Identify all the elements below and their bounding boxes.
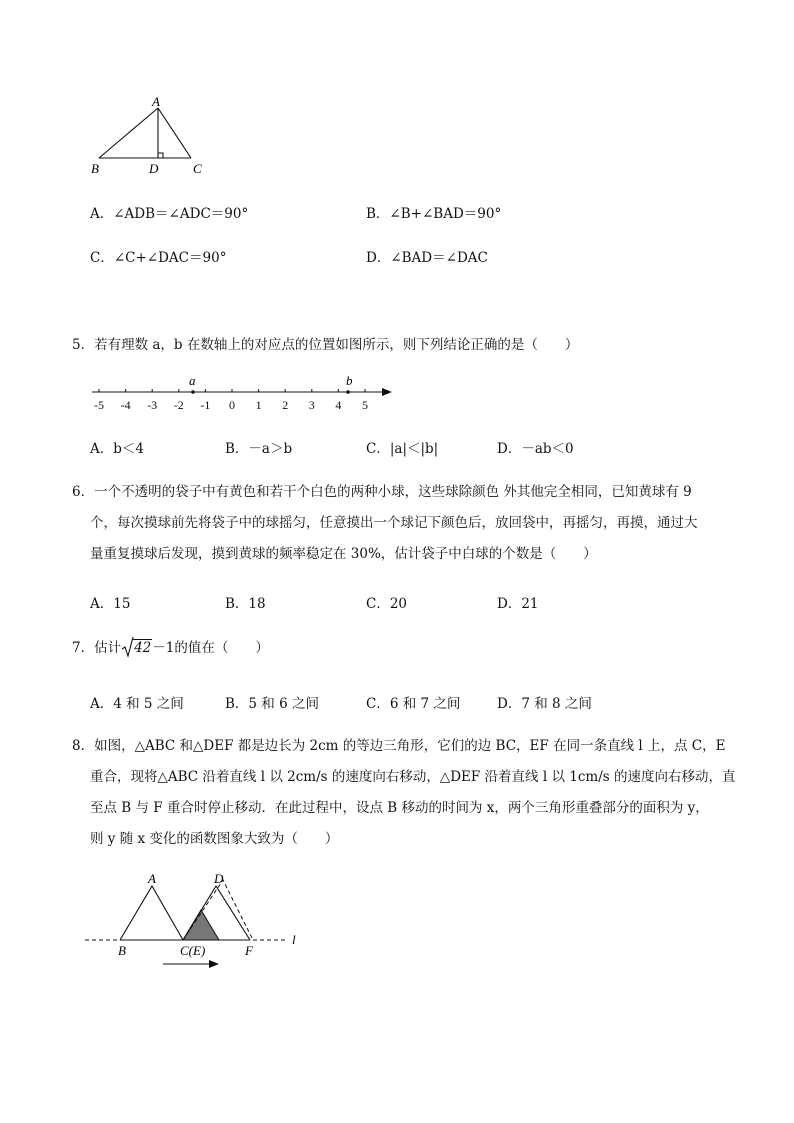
q5-option-c[interactable] <box>366 437 438 457</box>
q6-stem-line-1 <box>72 482 692 502</box>
q4-option-a[interactable] <box>90 202 248 222</box>
q8-overlap-region <box>183 910 219 940</box>
option-letter: C． <box>366 696 390 712</box>
option-letter: B． <box>225 696 249 712</box>
q7-prefix: 估计 <box>94 640 122 656</box>
option-letter: A． <box>90 696 114 712</box>
option-text: 6 和 7 之间 <box>389 696 461 712</box>
option-letter: D． <box>497 696 522 712</box>
q5-point-b <box>346 390 350 394</box>
option-letter: B． <box>366 206 390 222</box>
q4-label-A: A <box>152 94 160 109</box>
number-line-tick-label: -3 <box>147 398 158 412</box>
sqrt-expression <box>122 638 152 658</box>
option-text: ∠B+∠BAD＝90° <box>389 206 502 222</box>
q8-label-A: A <box>148 871 156 886</box>
option-letter: C． <box>90 250 114 266</box>
number-line-tick-label: 1 <box>255 398 262 412</box>
q6-text-1: 一个不透明的袋子中有黄色和若干个白色的两种小球，这些球除颜色 外其他完全相同，已知黄球有 9 <box>94 484 692 500</box>
number-line-tick-label: -2 <box>173 398 184 412</box>
q5-number-line <box>86 372 406 414</box>
q7-suffix: 的值在（ ） <box>174 640 269 656</box>
q8-stem-line-3: 至点 B 与 F 重合时停止移动．在此过程中，设点 B 移动的时间为 x，两个三角形重叠部分的面积为 y， <box>90 800 709 816</box>
q6-option-d[interactable] <box>497 592 539 612</box>
number-line-tick-label: 2 <box>282 398 289 412</box>
q7-minus: －1 <box>152 640 175 656</box>
option-letter: B． <box>225 441 249 457</box>
number-line-tick-label: 0 <box>229 398 235 412</box>
q8-stem-line-4: 则 y 随 x 变化的函数图象大致为（ ） <box>90 831 339 847</box>
q6-number: 6． <box>72 484 95 500</box>
q8-text-1: 如图，△ABC 和△DEF 都是边长为 2cm 的等边三角形，它们的边 BC，EF 在同一条直线 l 上，点 C，E <box>94 738 726 754</box>
option-text: 15 <box>113 596 131 612</box>
q6-stem-line-3: 量重复摸球后发现，摸到黄球的频率稳定在 30%，估计袋子中白球的个数是（ ） <box>90 546 597 562</box>
q4-label-D: D <box>149 161 159 176</box>
option-text: 7 和 8 之间 <box>521 696 592 712</box>
sqrt-sign-icon <box>122 636 134 658</box>
option-text: 5 和 6 之间 <box>248 696 319 712</box>
option-letter: A． <box>90 206 114 222</box>
q5-number: 5． <box>72 337 95 353</box>
q4-option-b[interactable] <box>366 202 501 222</box>
q5-label-b: b <box>346 373 353 388</box>
option-letter: B． <box>225 596 249 612</box>
q8-label-CE: C(E) <box>180 943 206 958</box>
option-text: －a＞b <box>248 441 293 457</box>
q5-point-a <box>191 390 195 394</box>
q5-option-a[interactable] <box>90 437 144 457</box>
q4-triangle-figure <box>85 92 215 180</box>
option-text: 20 <box>389 596 408 612</box>
q6-option-b[interactable] <box>225 592 266 612</box>
option-text: b＜4 <box>113 441 144 457</box>
q8-label-F: F <box>245 943 253 958</box>
q4-option-c[interactable] <box>90 246 226 266</box>
option-letter: D． <box>497 441 522 457</box>
q4-label-C: C <box>193 161 202 176</box>
option-text: 4 和 5 之间 <box>113 696 184 712</box>
option-text: －ab＜0 <box>521 441 574 457</box>
q4-option-d[interactable] <box>366 246 488 266</box>
option-text: 18 <box>248 596 266 612</box>
option-text: ∠ADB＝∠ADC＝90° <box>113 206 249 222</box>
q5-option-b[interactable] <box>225 437 292 457</box>
q8-label-B: B <box>118 943 126 958</box>
option-text: 21 <box>521 596 539 612</box>
option-letter: A． <box>90 596 114 612</box>
option-text: ∠C+∠DAC＝90° <box>113 250 227 266</box>
number-line-tick-label: -4 <box>120 398 131 412</box>
option-letter: C． <box>366 441 390 457</box>
q7-number: 7． <box>72 640 95 656</box>
option-letter: A． <box>90 441 114 457</box>
q6-option-a[interactable] <box>90 592 130 612</box>
option-letter: D． <box>497 596 522 612</box>
q7-option-a[interactable] <box>90 692 184 712</box>
number-line-tick-label: 3 <box>308 398 315 412</box>
q8-triangle-abc <box>120 886 183 940</box>
q6-stem-line-2: 个，每次摸球前先将袋子中的球摇匀，任意摸出一个球记下颜色后，放回袋中，再摇匀，再摸，通过大 <box>90 515 698 531</box>
q7-option-d[interactable] <box>497 692 592 712</box>
number-line-tick-label: -5 <box>94 398 104 412</box>
q7-stem <box>72 638 269 658</box>
number-line-tick-label: -1 <box>200 398 211 412</box>
q8-stem-line-1 <box>72 736 725 756</box>
q7-radicand: 42 <box>134 640 152 656</box>
q8-number: 8． <box>72 738 95 754</box>
q8-label-l: l <box>292 932 296 947</box>
number-line-tick-label: 4 <box>335 398 342 412</box>
arrow-right-icon <box>209 960 219 968</box>
option-text: |a|＜|b| <box>389 441 439 457</box>
q8-stem-line-2: 重合，现将△ABC 沿着直线 l 以 2cm/s 的速度向右移动，△DEF 沿着直线 l 以 1cm/s 的速度向右移动，直 <box>90 769 736 785</box>
q8-triangles-figure <box>85 868 310 983</box>
q5-stem <box>72 335 578 355</box>
q6-option-c[interactable] <box>366 592 407 612</box>
q7-option-c[interactable] <box>366 692 460 712</box>
q7-option-b[interactable] <box>225 692 319 712</box>
option-letter: C． <box>366 596 390 612</box>
q5-stem-text: 若有理数 a，b 在数轴上的对应点的位置如图所示，则下列结论正确的是（ ） <box>94 337 579 353</box>
option-text: ∠BAD＝∠DAC <box>390 250 488 266</box>
q8-label-D: D <box>214 871 224 886</box>
number-line-tick-label: 5 <box>362 398 368 412</box>
option-letter: D． <box>366 250 391 266</box>
q5-option-d[interactable] <box>497 437 574 457</box>
q5-label-a: a <box>189 373 196 388</box>
q4-label-B: B <box>91 161 99 176</box>
